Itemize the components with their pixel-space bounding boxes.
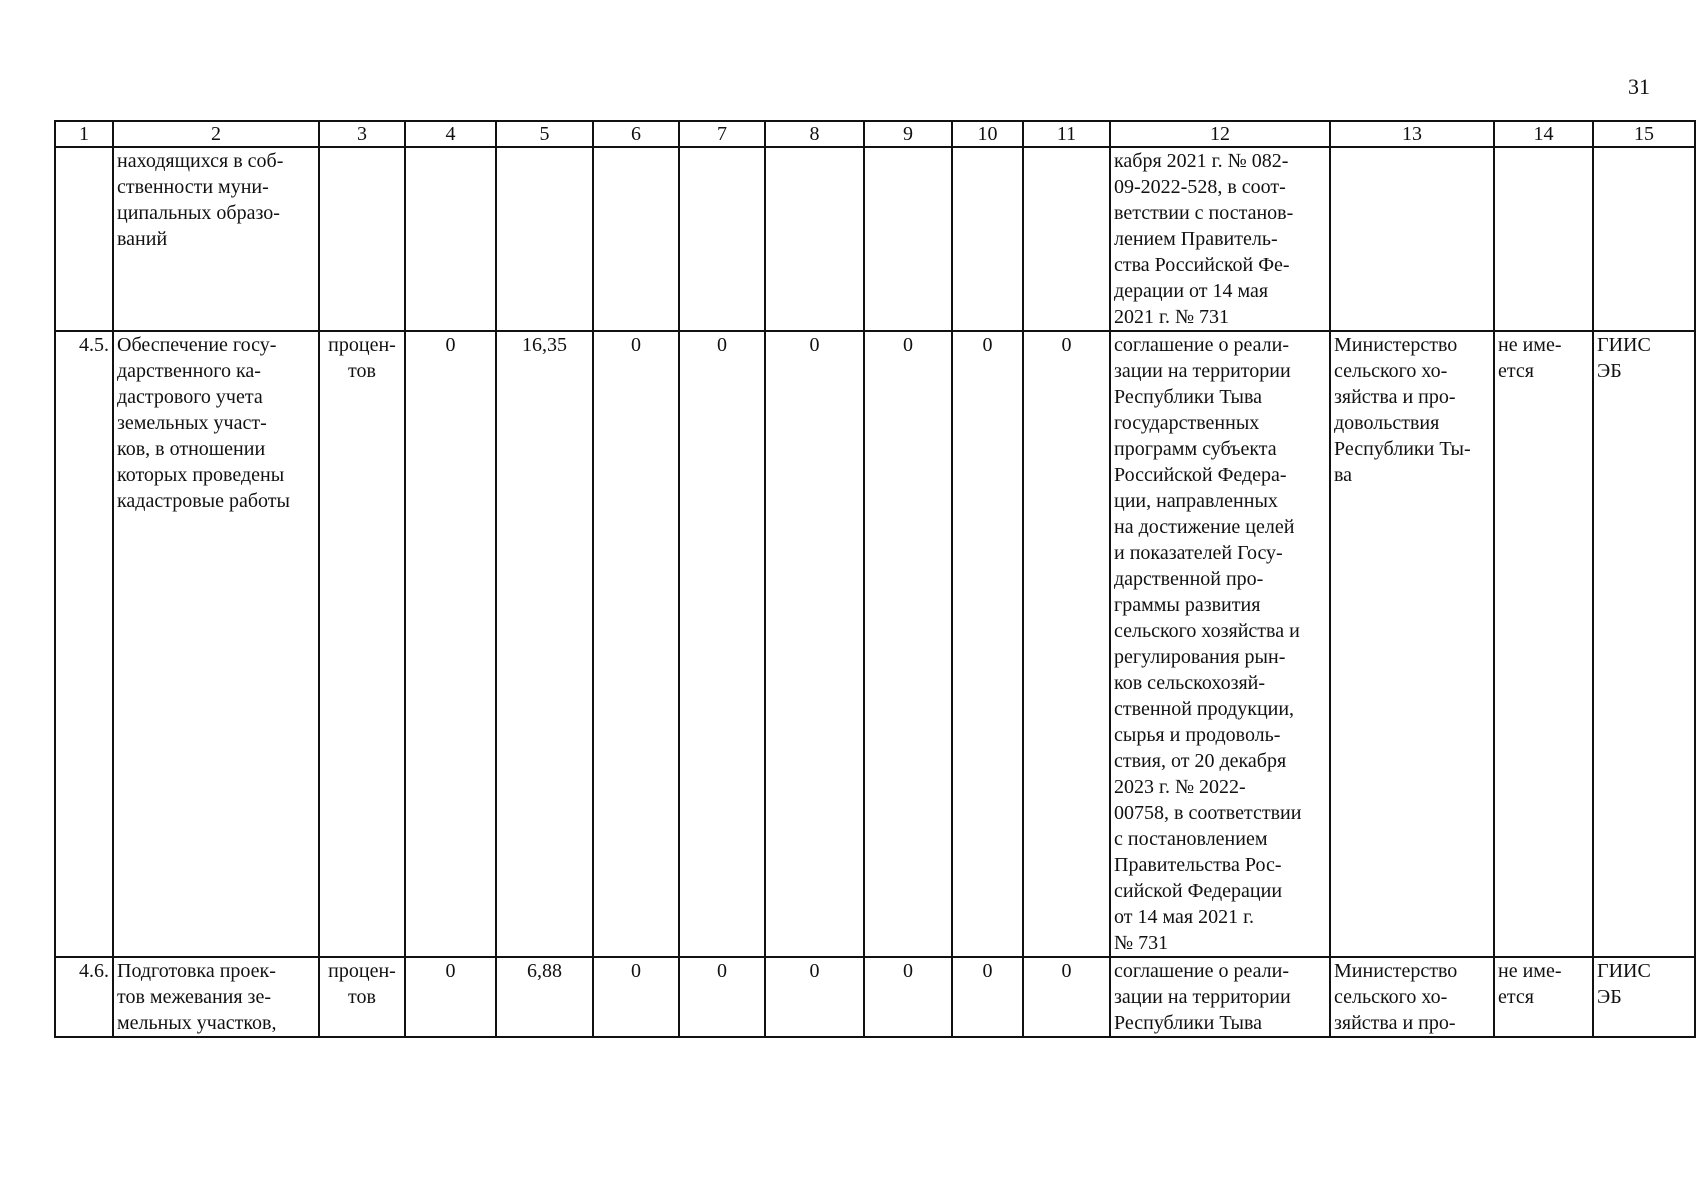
responsible-body-cell: Министерство сельского хо- зяйства и про-	[1330, 957, 1494, 1037]
indicator-table	[54, 120, 1696, 1038]
column-number: 1	[55, 121, 113, 147]
value-cell	[593, 147, 679, 331]
value-cell: 0	[1023, 957, 1110, 1037]
value-cell: 0	[593, 331, 679, 957]
value-cell: 0	[405, 331, 496, 957]
document-basis-cell: соглашение о реали- зации на территории Республики Тыва государственных программ субъекта Российской Федера- ции, направленных на достижение целей и показателей Госу- дарственной про- граммы развития сельского хозяйства и регулирования рын- ков сельскохозяй- ственной продукции, сырья и продоволь- ствия, от 20 декабря 2023 г. № 2022- 00758, в соответствии с постановлением Правительства Рос- сийской Федерации от 14 мая 2021 г. № 731	[1110, 331, 1330, 957]
value-cell	[864, 147, 952, 331]
indicator-name-cell: Обеспечение госу- дарственного ка- дастрового учета земельных участ- ков, в отношении которых проведены кадастровые работы	[113, 331, 319, 957]
value-cell: 0	[952, 957, 1023, 1037]
value-cell	[765, 147, 864, 331]
value-cell: 6,88	[496, 957, 593, 1037]
value-cell: 0	[405, 957, 496, 1037]
column-number: 2	[113, 121, 319, 147]
value-cell	[679, 147, 765, 331]
column-number: 9	[864, 121, 952, 147]
value-cell: 0	[679, 331, 765, 957]
value-cell: 0	[864, 957, 952, 1037]
row-number-cell	[55, 147, 113, 331]
row-number-cell: 4.6.	[55, 957, 113, 1037]
responsible-body-cell	[1330, 147, 1494, 331]
column-number: 15	[1593, 121, 1695, 147]
document-basis-cell: соглашение о реали- зации на территории Республики Тыва	[1110, 957, 1330, 1037]
value-cell: 0	[864, 331, 952, 957]
column-number: 12	[1110, 121, 1330, 147]
indicator-name-cell: Подготовка проек- тов межевания зе- мельных участков,	[113, 957, 319, 1037]
indicator-name-cell: находящихся в соб- ственности муни- ципальных образо- ваний	[113, 147, 319, 331]
info-system-cell	[1593, 147, 1695, 331]
value-cell: 0	[765, 957, 864, 1037]
column-number-row	[55, 121, 1695, 147]
info-system-cell: ГИИС ЭБ	[1593, 957, 1695, 1037]
value-cell	[496, 147, 593, 331]
table-row	[55, 147, 1695, 331]
column-number: 11	[1023, 121, 1110, 147]
column-number: 14	[1494, 121, 1593, 147]
responsible-body-cell: Министерство сельского хо- зяйства и про- довольствия Республики Ты- ва	[1330, 331, 1494, 957]
value-cell: 0	[1023, 331, 1110, 957]
document-basis-cell: кабря 2021 г. № 082- 09-2022-528, в соот- ветствии с постанов- лением Правитель- ства Российской Фе- дерации от 14 мая 2021 г. № 731	[1110, 147, 1330, 331]
value-cell	[1023, 147, 1110, 331]
table-row	[55, 331, 1695, 957]
column-number: 10	[952, 121, 1023, 147]
note-cell	[1494, 147, 1593, 331]
column-number: 13	[1330, 121, 1494, 147]
value-cell: 0	[765, 331, 864, 957]
value-cell	[405, 147, 496, 331]
value-cell: 0	[679, 957, 765, 1037]
value-cell	[952, 147, 1023, 331]
unit-cell	[319, 147, 405, 331]
value-cell: 0	[593, 957, 679, 1037]
unit-cell: процен- тов	[319, 331, 405, 957]
column-number: 6	[593, 121, 679, 147]
page-number: 31	[1628, 74, 1650, 99]
unit-cell: процен- тов	[319, 957, 405, 1037]
info-system-cell: ГИИС ЭБ	[1593, 331, 1695, 957]
column-number: 4	[405, 121, 496, 147]
column-number: 8	[765, 121, 864, 147]
note-cell: не име- ется	[1494, 331, 1593, 957]
value-cell: 16,35	[496, 331, 593, 957]
table-row	[55, 957, 1695, 1037]
column-number: 5	[496, 121, 593, 147]
note-cell: не име- ется	[1494, 957, 1593, 1037]
column-number: 7	[679, 121, 765, 147]
column-number: 3	[319, 121, 405, 147]
row-number-cell: 4.5.	[55, 331, 113, 957]
value-cell: 0	[952, 331, 1023, 957]
